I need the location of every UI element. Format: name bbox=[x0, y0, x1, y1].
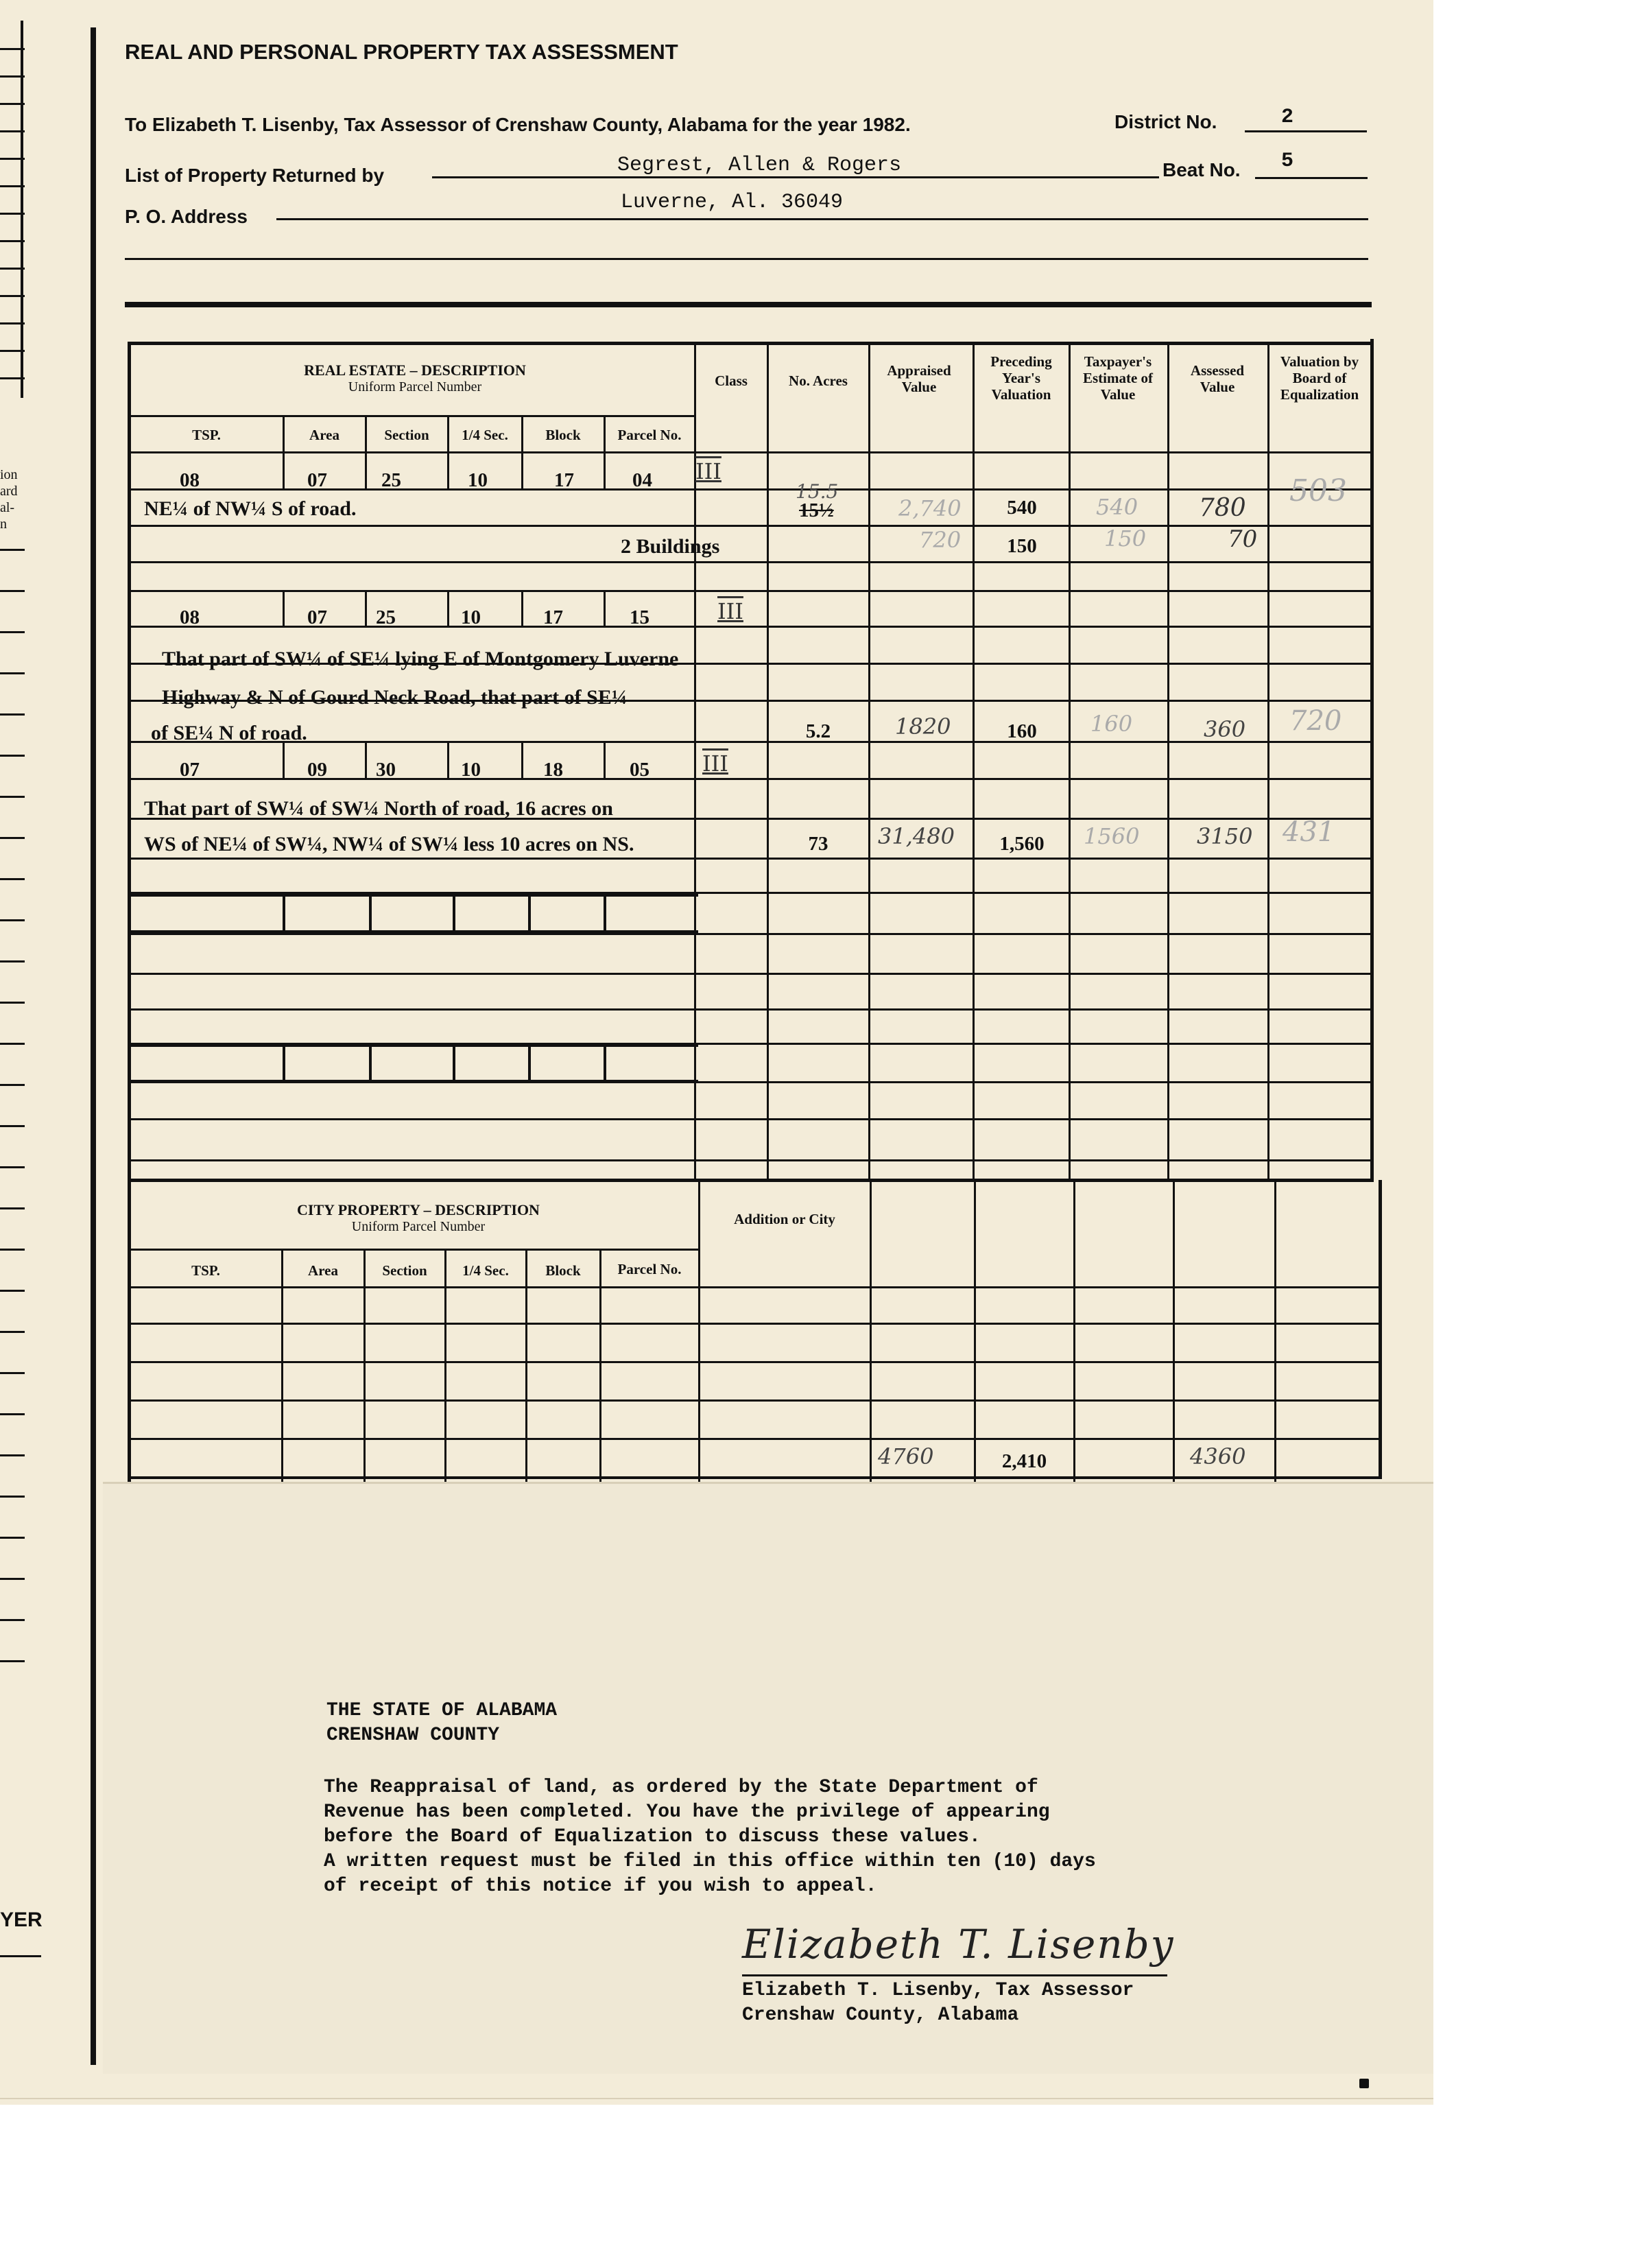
p3-preceding: 1,560 bbox=[999, 833, 1045, 855]
p1-bldg-assessed: 70 bbox=[1228, 525, 1258, 553]
form-title: REAL AND PERSONAL PROPERTY TAX ASSESSMENT bbox=[125, 40, 678, 64]
p3-appraised: 31,480 bbox=[878, 823, 955, 849]
p2-appraised: 1820 bbox=[895, 713, 951, 740]
city-sub-parcel: Parcel No. bbox=[617, 1261, 682, 1277]
p1-appraised: 2,740 bbox=[898, 495, 962, 521]
p3-estimate: 1560 bbox=[1084, 823, 1140, 849]
col-addition-city: Addition or City bbox=[734, 1211, 835, 1227]
p2-area: 07 bbox=[307, 606, 327, 628]
p1-buildings: 2 Buildings bbox=[621, 535, 720, 558]
city-sub-section: Section bbox=[382, 1262, 427, 1279]
city-sub-quarter: 1/4 Sec. bbox=[462, 1262, 509, 1279]
p2-tsp: 08 bbox=[180, 606, 200, 628]
p1-desc: NE¼ of NW¼ S of road. bbox=[144, 497, 357, 520]
notice-county: CRENSHAW COUNTY bbox=[326, 1725, 500, 1746]
po-address-value: Luverne, Al. 36049 bbox=[621, 191, 844, 214]
city-property-title: CITY PROPERTY – DESCRIPTION Uniform Parcel Number bbox=[297, 1201, 540, 1234]
main-left-rule bbox=[91, 27, 96, 2065]
p2-quarter: 10 bbox=[461, 606, 481, 628]
p1-class: III bbox=[695, 458, 721, 484]
sub-area: Area bbox=[309, 427, 339, 443]
col-acres: No. Acres bbox=[789, 373, 848, 389]
signature: Elizabeth T. Lisenby bbox=[742, 1921, 1175, 1968]
p1-bldg-estimate: 150 bbox=[1104, 525, 1147, 552]
total-assessed: 4360 bbox=[1190, 1443, 1246, 1469]
p3-parcel: 05 bbox=[630, 759, 649, 781]
p2-board: 720 bbox=[1289, 705, 1342, 737]
notice-line-2: Revenue has been completed. You have the privilege of appearing bbox=[324, 1802, 1050, 1823]
p1-acres-struck: 15½ bbox=[799, 499, 834, 521]
beat-value: 5 bbox=[1281, 150, 1294, 173]
col-preceding: Preceding Year's Valuation bbox=[990, 353, 1052, 403]
p3-board: 431 bbox=[1283, 816, 1335, 848]
header-separator bbox=[125, 302, 1372, 307]
p1-area: 07 bbox=[307, 469, 327, 491]
sub-parcel: Parcel No. bbox=[617, 427, 682, 443]
col-assessed: Assessed Value bbox=[1190, 362, 1245, 395]
p1-section: 25 bbox=[381, 469, 401, 491]
city-sub-block: Block bbox=[545, 1262, 581, 1279]
p3-acres: 73 bbox=[808, 833, 828, 855]
p2-section: 25 bbox=[376, 606, 396, 628]
p1-assessed: 780 bbox=[1199, 494, 1246, 522]
notice-line-1: The Reappraisal of land, as ordered by the State Department of bbox=[324, 1777, 1038, 1798]
city-sub-area: Area bbox=[308, 1262, 338, 1279]
p3-quarter: 10 bbox=[461, 759, 481, 781]
p1-preceding: 540 bbox=[1007, 497, 1037, 519]
margin-fragments: ion ard al- n bbox=[0, 467, 18, 532]
p3-desc-2: WS of NE¼ of SW¼, NW¼ of SW¼ less 10 acres on NS. bbox=[144, 833, 634, 855]
returned-by-value: Segrest, Allen & Rogers bbox=[617, 154, 902, 177]
margin-payer-fragment: YER bbox=[0, 1909, 43, 1931]
p3-section: 30 bbox=[376, 759, 396, 781]
notice-line-3: before the Board of Equalization to discuss these values. bbox=[324, 1826, 981, 1847]
p3-tsp: 07 bbox=[180, 759, 200, 781]
p2-acres: 5.2 bbox=[805, 720, 831, 742]
notice-state: THE STATE OF ALABAMA bbox=[326, 1700, 558, 1721]
p1-parcel: 04 bbox=[632, 469, 652, 491]
p2-assessed: 360 bbox=[1204, 716, 1246, 742]
sub-quarter: 1/4 Sec. bbox=[462, 427, 508, 443]
city-sub-tsp: TSP. bbox=[191, 1262, 220, 1279]
p2-preceding: 160 bbox=[1007, 720, 1037, 742]
real-estate-title: REAL ESTATE – DESCRIPTION Uniform Parcel Number bbox=[304, 362, 526, 394]
p1-estimate: 540 bbox=[1096, 494, 1138, 520]
sub-section: Section bbox=[384, 427, 429, 443]
sub-tsp: TSP. bbox=[192, 427, 221, 443]
p2-desc-1: That part of SW¼ of SE¼ lying E of Montgomery Luverne bbox=[162, 648, 679, 670]
col-class: Class bbox=[715, 373, 748, 389]
p3-block: 18 bbox=[543, 759, 563, 781]
p1-acres: 15.5 bbox=[796, 480, 839, 503]
signer-location: Crenshaw County, Alabama bbox=[742, 2005, 1019, 2026]
p3-assessed: 3150 bbox=[1197, 823, 1253, 849]
returned-by-label: List of Property Returned by bbox=[125, 165, 385, 186]
district-value: 2 bbox=[1281, 106, 1294, 129]
col-estimate: Taxpayer's Estimate of Value bbox=[1082, 353, 1154, 403]
corner-mark bbox=[1359, 2079, 1369, 2088]
p3-desc-1: That part of SW¼ of SW¼ North of road, 16 acres on bbox=[144, 797, 613, 820]
beat-label: Beat No. bbox=[1162, 159, 1241, 180]
to-line: To Elizabeth T. Lisenby, Tax Assessor of Crenshaw County, Alabama for the year 1982. bbox=[125, 114, 911, 135]
p2-block: 17 bbox=[543, 606, 563, 628]
sub-block: Block bbox=[545, 427, 581, 443]
p1-block: 17 bbox=[554, 469, 574, 491]
p1-quarter: 10 bbox=[468, 469, 488, 491]
notice-line-4: A written request must be filed in this office within ten (10) days bbox=[324, 1851, 1096, 1872]
p2-desc-2: Highway & N of Gourd Neck Road, that part of SE¼ bbox=[162, 686, 628, 709]
p2-desc-3: of SE¼ N of road. bbox=[151, 722, 307, 744]
p1-tsp: 08 bbox=[180, 469, 200, 491]
col-appraised: Appraised Value bbox=[887, 362, 951, 395]
p2-class: III bbox=[717, 598, 743, 624]
total-preceding: 2,410 bbox=[1001, 1450, 1047, 1472]
po-address-label: P. O. Address bbox=[125, 206, 248, 227]
district-label: District No. bbox=[1114, 111, 1217, 132]
col-board: Valuation by Board of Equalization bbox=[1280, 353, 1359, 403]
total-appraised: 4760 bbox=[878, 1443, 934, 1469]
signer-name: Elizabeth T. Lisenby, Tax Assessor bbox=[742, 1980, 1134, 2001]
p1-bldg-appraised: 720 bbox=[919, 527, 962, 553]
p3-class: III bbox=[702, 751, 728, 777]
p2-estimate: 160 bbox=[1090, 711, 1133, 737]
p2-parcel: 15 bbox=[630, 606, 649, 628]
notice-line-5: of receipt of this notice if you wish to appeal. bbox=[324, 1876, 877, 1897]
p3-area: 09 bbox=[307, 759, 327, 781]
p1-board: 503 bbox=[1289, 473, 1347, 508]
p1-bldg-preceding: 150 bbox=[1007, 535, 1037, 557]
